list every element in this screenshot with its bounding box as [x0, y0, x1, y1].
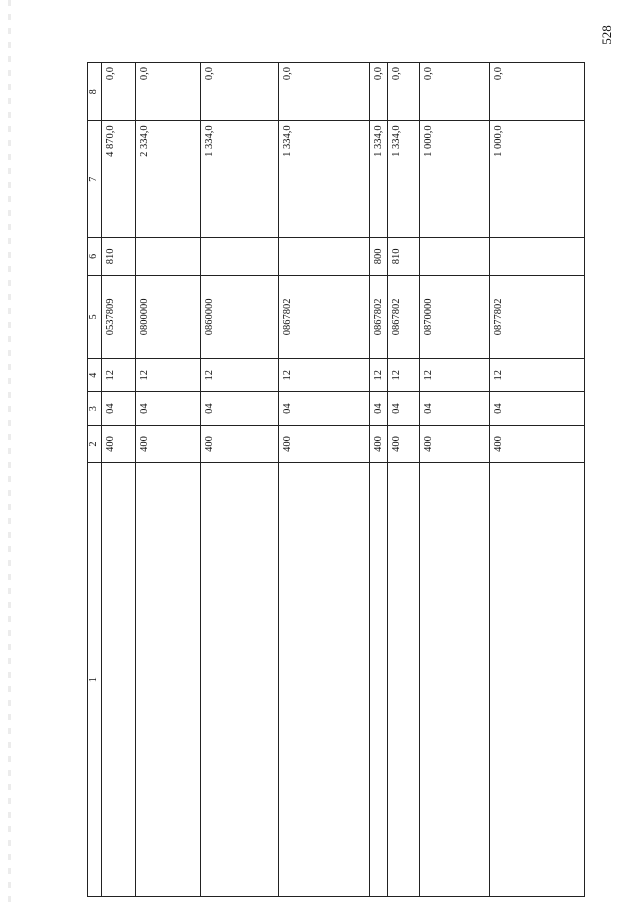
target-article-code: 0877802	[490, 275, 585, 358]
header-row	[88, 63, 102, 897]
subsection-code: 12	[370, 359, 388, 392]
amount-value: 1 334,0	[388, 121, 420, 238]
second-amount-value: 0,0	[370, 63, 388, 121]
second-amount-value: 0,0	[490, 63, 585, 121]
expense-type-code	[201, 238, 279, 276]
header-col-8: 8	[88, 63, 102, 121]
second-amount-value: 0,0	[102, 63, 136, 121]
row-description	[388, 463, 420, 897]
row-description	[490, 463, 585, 897]
row-description	[420, 463, 490, 897]
section-code: 04	[201, 392, 279, 425]
section-code: 04	[388, 392, 420, 425]
second-amount-value: 0,0	[136, 63, 201, 121]
ministry-code: 400	[420, 425, 490, 463]
ministry-code: 400	[279, 425, 370, 463]
expense-type-code: 810	[388, 238, 420, 276]
header-col-3: 3	[88, 392, 102, 425]
target-article-code: 0800000	[136, 275, 201, 358]
expense-type-code: 800	[370, 238, 388, 276]
ministry-code: 400	[102, 425, 136, 463]
subsection-code: 12	[201, 359, 279, 392]
subsection-code: 12	[136, 359, 201, 392]
scan-edge-artifact	[8, 0, 11, 905]
amount-value: 1 334,0	[279, 121, 370, 238]
row-description	[136, 463, 201, 897]
header-col-7: 7	[88, 121, 102, 238]
budget-table-rotated	[87, 62, 574, 897]
second-amount-value: 0,0	[201, 63, 279, 121]
subsection-code: 12	[420, 359, 490, 392]
target-article-code: 0870000	[420, 275, 490, 358]
section-code: 04	[102, 392, 136, 425]
expense-type-code	[420, 238, 490, 276]
table-row	[201, 63, 279, 897]
target-article-code: 0860000	[201, 275, 279, 358]
amount-value: 1 000,0	[490, 121, 585, 238]
section-code: 04	[420, 392, 490, 425]
row-description	[201, 463, 279, 897]
ministry-code: 400	[201, 425, 279, 463]
header-col-6: 6	[88, 238, 102, 276]
target-article-code: 0867802	[388, 275, 420, 358]
ministry-code: 400	[370, 425, 388, 463]
subsection-code: 12	[388, 359, 420, 392]
amount-value: 2 334,0	[136, 121, 201, 238]
second-amount-value: 0,0	[420, 63, 490, 121]
budget-table-container	[87, 62, 574, 897]
section-code: 04	[370, 392, 388, 425]
header-col-2: 2	[88, 425, 102, 463]
budget-table	[87, 62, 585, 897]
second-amount-value: 0,0	[279, 63, 370, 121]
table-row	[279, 63, 370, 897]
subsection-code: 12	[279, 359, 370, 392]
amount-value: 1 334,0	[201, 121, 279, 238]
target-article-code: 0867802	[370, 275, 388, 358]
ministry-code: 400	[388, 425, 420, 463]
expense-type-code	[136, 238, 201, 276]
table-row	[102, 63, 136, 897]
table-row	[370, 63, 388, 897]
table-row	[490, 63, 585, 897]
table-row	[136, 63, 201, 897]
table-row	[388, 63, 420, 897]
expense-type-code	[279, 238, 370, 276]
header-col-5: 5	[88, 275, 102, 358]
section-code: 04	[490, 392, 585, 425]
ministry-code: 400	[136, 425, 201, 463]
section-code: 04	[279, 392, 370, 425]
target-article-code: 0537809	[102, 275, 136, 358]
page-number: 528	[599, 25, 614, 45]
header-col-1: 1	[88, 463, 102, 897]
expense-type-code: 810	[102, 238, 136, 276]
second-amount-value: 0,0	[388, 63, 420, 121]
section-code: 04	[136, 392, 201, 425]
expense-type-code	[490, 238, 585, 276]
subsection-code: 12	[490, 359, 585, 392]
row-description	[279, 463, 370, 897]
header-col-4: 4	[88, 359, 102, 392]
target-article-code: 0867802	[279, 275, 370, 358]
amount-value: 4 870,0	[102, 121, 136, 238]
row-description	[102, 463, 136, 897]
row-description	[370, 463, 388, 897]
ministry-code: 400	[490, 425, 585, 463]
table-row	[420, 63, 490, 897]
amount-value: 1 000,0	[420, 121, 490, 238]
amount-value: 1 334,0	[370, 121, 388, 238]
subsection-code: 12	[102, 359, 136, 392]
